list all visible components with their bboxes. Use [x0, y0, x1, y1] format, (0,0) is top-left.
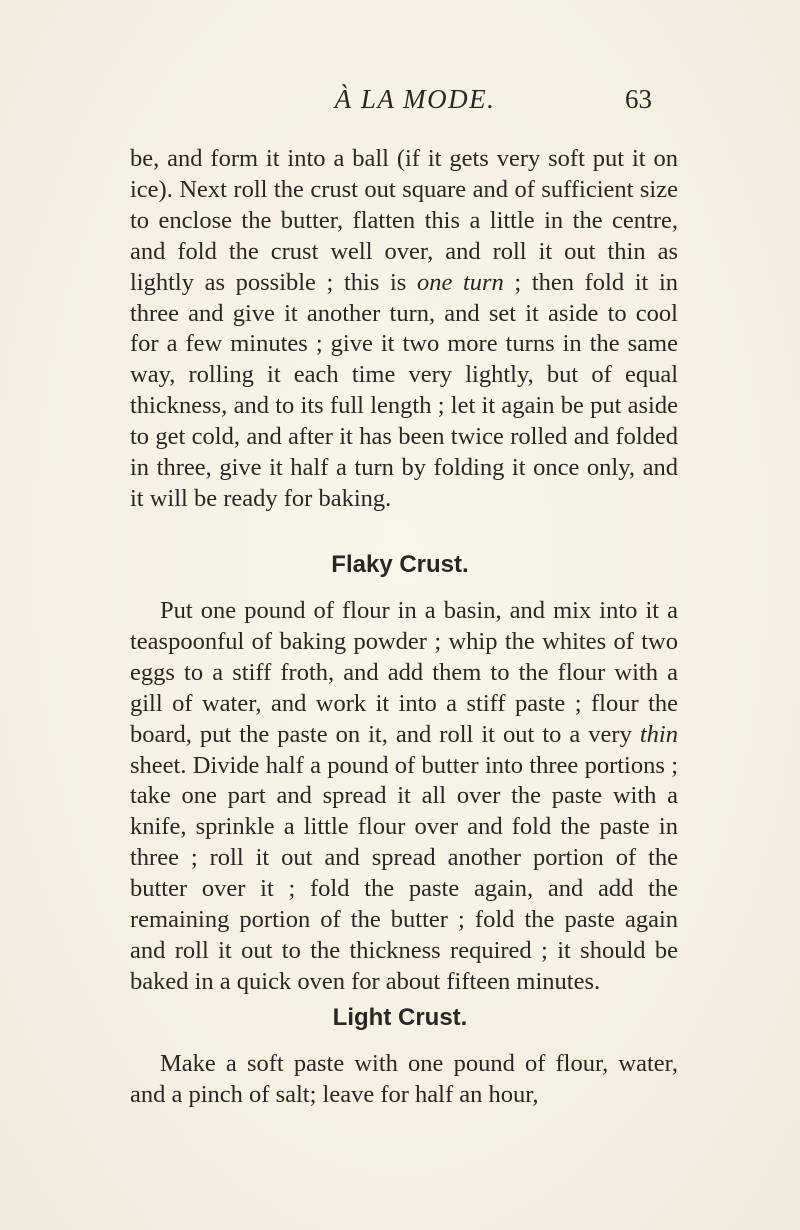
light-crust-paragraph [130, 1049, 678, 1111]
emphasis-text: one turn [416, 268, 504, 296]
flaky-crust-paragraph [130, 596, 678, 998]
text-run: Put one pound of flour in a basin, and mix into it a teaspoonful of baking powder ; whip the whites of two eggs to a stiff froth, and add them to the flour with a gill of water, and work it into a stiff paste ; flour the board, put the paste on it, and roll it out to a very [130, 597, 678, 748]
section-heading-flaky-crust: Flaky Crust. [331, 551, 469, 578]
paragraph-text: Make a soft paste with one pound of flour, water, and a pinch of salt; leave for half an hour, [130, 1050, 678, 1108]
text-run: ; then fold it in three and give it another turn, and set it aside to cool for a few minutes ; give it two more turns in the same way, rolling it each time very lightly, but of equal thickness, and to its full length ; let it again be put aside to get cold, and after it has been twice rolled and folded in three, give it half a turn by folding it once only, and it will be ready for baking. [130, 268, 679, 512]
text-run: be, and form it into a ball (if it gets very soft put it on ice). Next roll the crust out square and of sufficient size to enclose the butter, flatten this a little in the centre, and fold the crust well over, and roll it out thin as lightly as possible ; this is [130, 145, 678, 296]
emphasis-text: thin [639, 720, 678, 748]
paragraph-text [130, 144, 678, 515]
paragraph-text [130, 596, 678, 998]
page-number: 63 [625, 84, 652, 114]
running-title: À LA MODE. [334, 84, 496, 114]
running-head [0, 84, 800, 124]
text-run: sheet. Divide half a pound of butter into three portions ; take one part and spread it all over the paste with a knife, sprinkle a little flour over and fold the paste in three ; roll it out and spread another portion of the butter over it ; fold the paste again, and add the remaining portion of the butter ; fold the paste again and roll it out to the thickness required ; it should be baked in a quick oven for about fifteen minutes. [130, 751, 678, 995]
section-heading-light-crust: Light Crust. [332, 1004, 468, 1031]
continued-paragraph [130, 144, 678, 515]
